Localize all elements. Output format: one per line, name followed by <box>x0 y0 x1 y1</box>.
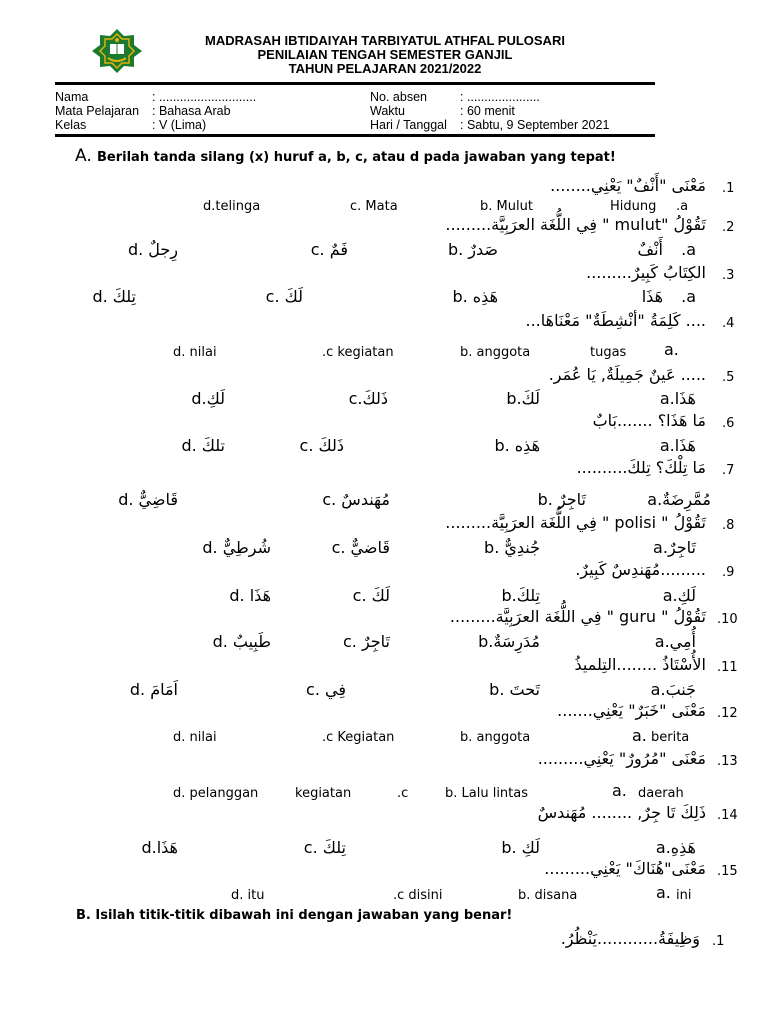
mapel-value: : Bahasa Arab <box>152 104 231 118</box>
q13-option-a-text: daerah <box>638 786 684 801</box>
kelas-value: : V (Lima) <box>152 118 207 132</box>
q14-option-b: لَكِ .b <box>501 838 540 857</box>
q5-option-a: هَذَا.a <box>659 389 696 408</box>
q8-text: تَقُوْلُ " polisi " فِي اللُّغَة العرَبِيَّة......... <box>445 513 706 532</box>
q1-option-b: b. Mulut <box>480 199 533 214</box>
q6-option-a: هَذَا.a <box>659 436 696 455</box>
q7-option-b: تَاجِرٌ .b <box>537 490 586 509</box>
q8-number: .8 <box>722 518 735 533</box>
q1-option-a: .a <box>676 199 689 214</box>
q4-number: .4 <box>722 316 735 331</box>
q3-option-a: هَذَا <box>641 287 663 306</box>
madrasah-logo <box>88 28 146 74</box>
q8-option-b: جُندِيٌّ .b <box>484 538 540 557</box>
q3-number: .3 <box>722 268 735 283</box>
hari-label: Hari / Tanggal <box>370 118 447 132</box>
q14-number: .14 <box>717 808 738 823</box>
q13-number: .13 <box>717 754 738 769</box>
q5-option-c: ذَلكَ.c <box>348 389 388 408</box>
q9-option-c: لَكَ .c <box>352 586 390 605</box>
q3-option-a-letter: .a <box>681 287 696 306</box>
header-rule-thick <box>55 82 655 85</box>
waktu-label: Waktu <box>370 104 405 118</box>
q2-option-a: أَنْفٌ <box>637 240 663 259</box>
q8-option-a: تَاجِرٌ.a <box>653 538 696 557</box>
q6-option-b: هَذِه .b <box>494 436 540 455</box>
q13-option-d: d. pelanggan <box>173 786 259 801</box>
q3-option-c: لَكَ .c <box>265 287 303 306</box>
q11-option-d: اَمَامَ .d <box>129 680 178 699</box>
school-year: TAHUN PELAJARAN 2021/2022 <box>288 61 482 76</box>
q15-option-a-text: ini <box>676 888 692 903</box>
q7-number: .7 <box>722 463 735 478</box>
q9-option-a: لَكِ.a <box>662 586 696 605</box>
q2-option-d: رِجلٌ .d <box>127 240 178 259</box>
q11-number: .11 <box>717 660 738 675</box>
info-rule-thick <box>55 134 655 137</box>
q12-option-c: .c Kegiatan <box>322 730 395 745</box>
q3-text: الكِتَابُ كَبِيرٌ......... <box>586 263 706 282</box>
school-name: MADRASAH IBTIDAIYAH TARBIYATUL ATHFAL PULOSARI <box>205 33 565 48</box>
q10-option-b: مُدَرِسَةٌ.b <box>478 632 540 651</box>
q7-option-a: مُمَّرِضَةٌ.a <box>647 490 711 509</box>
q2-option-a-letter: .a <box>681 240 696 259</box>
q12-number: .12 <box>717 706 738 721</box>
q5-option-b: لَكَ.b <box>506 389 540 408</box>
q15-option-a: a. <box>656 883 671 902</box>
q5-option-d: لَكِ.d <box>191 389 225 408</box>
q10-option-c: تَاجِرٌ .c <box>342 632 390 651</box>
q7-text: مَا تِلْكَ؟ تِلكَ.......... <box>576 458 706 477</box>
q11-option-a: جَنبَ.a <box>650 680 696 699</box>
q15-number: .15 <box>717 864 738 879</box>
q4-option-d: d. nilai <box>173 345 217 360</box>
q4-option-a: a. <box>664 340 679 359</box>
q2-number: .2 <box>722 220 735 235</box>
q2-text: تَقُوْلُ "mulut " فِي اللُّغَة العرَبِيَّة......... <box>445 215 706 234</box>
q11-option-b: تَحتَ .b <box>489 680 540 699</box>
q9-option-d: هَذَا .d <box>229 586 271 605</box>
q6-option-c: ذَلكَ .c <box>299 436 344 455</box>
section-a-instruction: Berilah tanda silang (x) huruf a, b, c, atau d pada jawaban yang tepat! <box>97 150 616 165</box>
q14-option-d: هَذَا.d <box>141 838 178 857</box>
q15-option-c: .c disini <box>393 888 443 903</box>
q15-option-b: b. disana <box>518 888 578 903</box>
q13-text: مَعْنَى "مُرُورٌ" يَعْنِي......... <box>537 749 706 768</box>
q7-option-c: مُهَندسٌ .c <box>322 490 390 509</box>
section-a-letter: A. <box>75 146 92 166</box>
q15-option-d: d. itu <box>231 888 265 903</box>
q1-option-c: c. Mata <box>350 199 398 214</box>
section-b-q1-text: وَظِيفَةُ............يَنْظُرُ. <box>560 929 700 948</box>
q2-option-b: صَدرٌ .b <box>447 240 498 259</box>
q1-hidung: Hidung <box>610 199 657 214</box>
q3-option-b: هَذِه .b <box>452 287 498 306</box>
q4-option-a-text: tugas <box>590 345 627 360</box>
q6-text: مَا هَذَا؟ .......بَابٌ <box>592 411 706 430</box>
q13-option-c-text: kegiatan <box>295 786 352 801</box>
q4-text: .... كَلِمَةُ "أنْشِطَةٌ" مَعْنَاهَا... <box>525 311 706 330</box>
q13-option-b: b. Lalu lintas <box>445 786 529 801</box>
q9-number: .9 <box>722 565 735 580</box>
q14-text: ذَلِكَ تَا جِرٌ, ........ مُهَندسٌ <box>537 803 706 822</box>
nama-value: : ............................ <box>152 90 257 104</box>
q5-text: ..... عَينٌ جَمِيلَةٌ, يَا عُمَر. <box>548 365 706 384</box>
q7-option-d: قَاضِيٌّ .d <box>118 490 178 509</box>
q12-option-b: b. anggota <box>460 730 531 745</box>
q10-number: .10 <box>717 612 738 627</box>
q8-option-c: قَاضيٌّ .c <box>331 538 390 557</box>
q1-number: .1 <box>722 181 735 196</box>
exam-name: PENILAIAN TENGAH SEMESTER GANJIL <box>257 47 513 62</box>
q15-text: مَعْنَى"هُنَاكَ" يَعْنِي......... <box>544 859 706 878</box>
q4-option-b: b. anggota <box>460 345 531 360</box>
q11-text: الأُسْتَاذُ ........التِلميذُ <box>574 655 706 674</box>
q10-text: تَقُوْلُ " guru " فِي اللُّغَة العرَبِيَّة......... <box>449 607 706 626</box>
q9-text: .........مُهَندِسٌ كَبِيرٌ. <box>575 560 706 579</box>
q12-option-a: a. <box>632 726 647 745</box>
mapel-label: Mata Pelajaran <box>55 104 140 118</box>
q14-option-c: تِلكَ .c <box>303 838 346 857</box>
waktu-value: : 60 menit <box>460 104 515 118</box>
kelas-label: Kelas <box>55 118 87 132</box>
q1-option-d: d.telinga <box>203 199 261 214</box>
q10-option-d: طَبِيبٌ .d <box>212 632 271 651</box>
absen-value: : ..................... <box>460 90 540 104</box>
hari-value: : Sabtu, 9 September 2021 <box>460 118 610 132</box>
q12-option-d: d. nilai <box>173 730 217 745</box>
q2-option-c: فَمٌ .c <box>310 240 348 259</box>
q12-text: مَعْنَى "خَبَرٌ" يَعْنِي....... <box>557 701 706 720</box>
q3-option-d: تِلكَ .d <box>92 287 136 306</box>
q6-option-d: تلكَ .d <box>181 436 225 455</box>
q1-text: مَعْنَى "أَنْفٌ" يَعْنِي........ <box>550 176 706 195</box>
q4-option-c: .c kegiatan <box>322 345 394 360</box>
q10-option-a: أُمِي.a <box>654 632 696 651</box>
q12-option-a-text: berita <box>651 730 690 745</box>
section-b-q1-number: .1 <box>712 934 725 949</box>
absen-label: No. absen <box>370 90 427 104</box>
q5-number: .5 <box>722 370 735 385</box>
q13-option-c: .c <box>397 786 409 801</box>
q6-number: .6 <box>722 416 735 431</box>
q11-option-c: فِي .c <box>306 680 346 699</box>
q14-option-a: هَذِهِ.a <box>655 838 696 857</box>
q13-option-a: a. <box>612 781 627 800</box>
nama-label: Nama <box>55 90 89 104</box>
q8-option-d: شُرطِيٌّ .d <box>202 538 271 557</box>
section-b-instruction: B. Isilah titik-titik dibawah ini dengan jawaban yang benar! <box>76 908 513 923</box>
q9-option-b: تِلكَ.b <box>501 586 540 605</box>
